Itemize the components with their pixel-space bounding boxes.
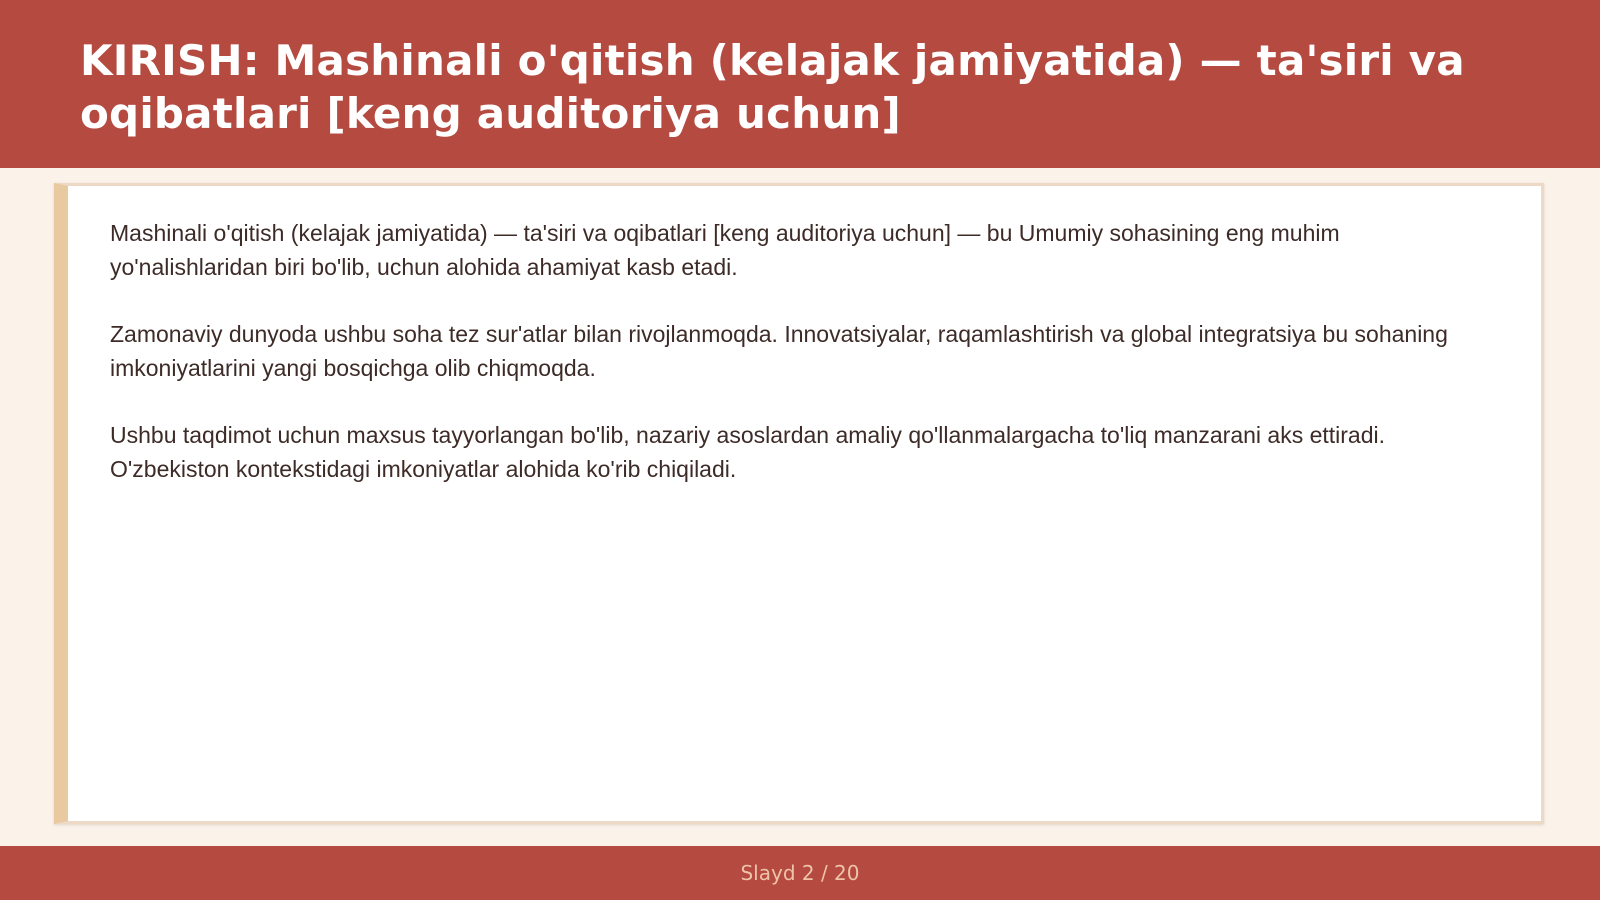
slide-title: KIRISH: Mashinali o'qitish (kelajak jamiyatida) — ta'siri va oqibatlari [keng auditoriya uchun] bbox=[80, 36, 1465, 138]
slide-header bbox=[0, 0, 1600, 168]
slide-footer bbox=[0, 846, 1600, 900]
content-card bbox=[54, 183, 1544, 824]
content-paragraph-2: Zamonaviy dunyoda ushbu soha tez sur'atlar bilan rivojlanmoqda. Innovatsiyalar, raqamlashtirish va global integratsiya bu sohaning imkoniyatlarini yangi bosqichga olib chiqmoqda. bbox=[110, 321, 1448, 381]
slide-number: Slayd 2 / 20 bbox=[740, 861, 860, 885]
content-paragraph-3: Ushbu taqdimot uchun maxsus tayyorlangan bo'lib, nazariy asoslardan amaliy qo'llanmalargacha to'liq manzarani aks ettiradi. O'zbekiston kontekstidagi imkoniyatlar alohida ko'rib chiqiladi. bbox=[110, 422, 1386, 482]
content-paragraph-1: Mashinali o'qitish (kelajak jamiyatida) — ta'siri va oqibatlari [keng auditoriya uchun] — bu Umumiy sohasining eng muhim yo'nalishlaridan biri bo'lib, uchun alohida ahamiyat kasb etadi. bbox=[110, 220, 1340, 280]
